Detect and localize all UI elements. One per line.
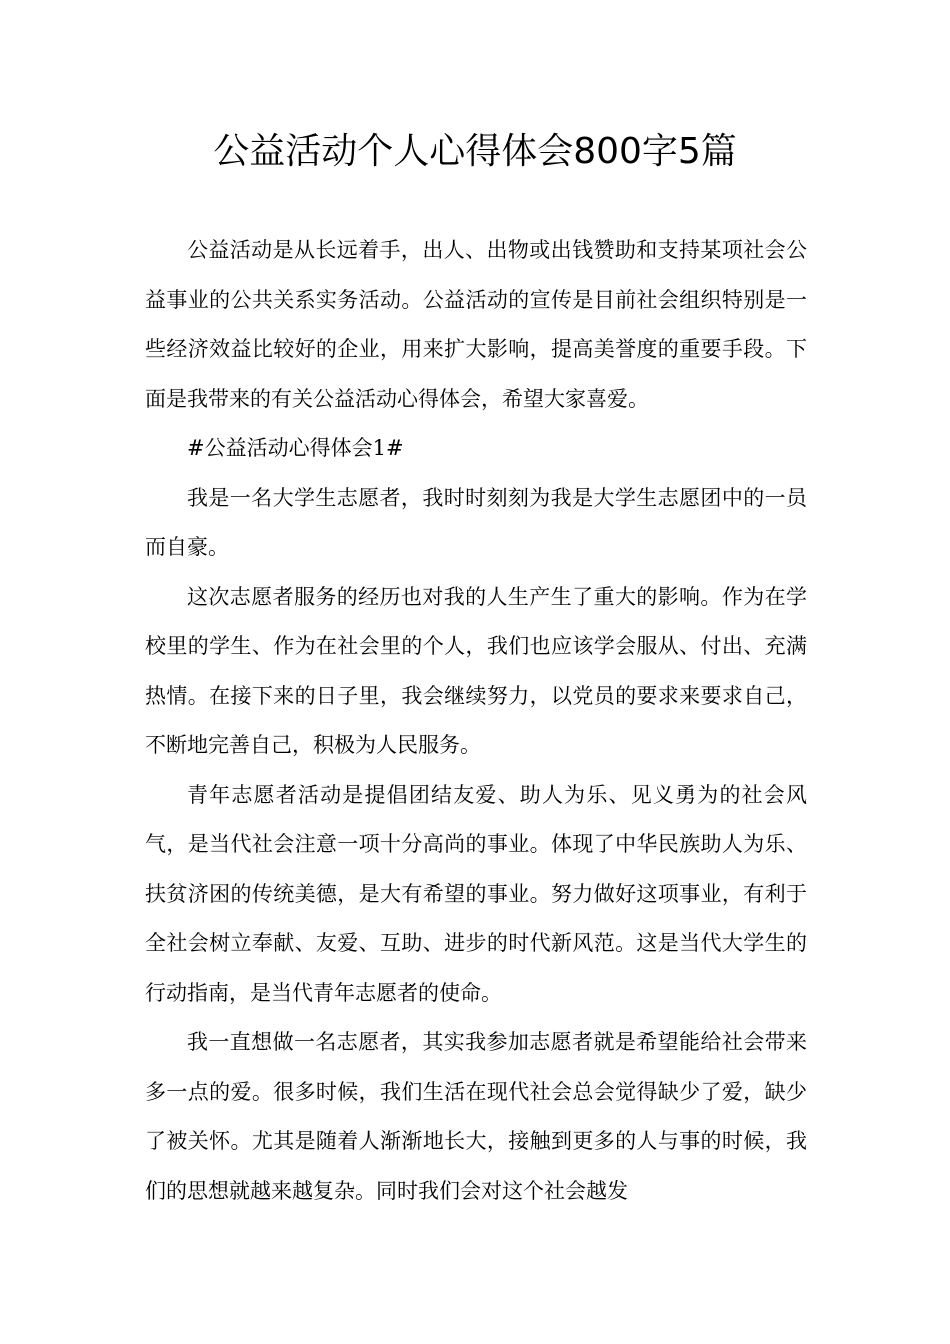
paragraph-intro: 公益活动是从长远着手，出人、出物或出钱赞助和支持某项社会公益事业的公共关系实务活动。公益活动的宣传是目前社会组织特别是一些经济效益比较好的企业，用来扩大影响，提高美誉度的重要手段。下面是我带来的有关公益活动心得体会，希望大家喜爱。	[145, 238, 807, 411]
paragraph: 青年志愿者活动是提倡团结友爱、助人为乐、见义勇为的社会风气，是当代社会注意一项十分高尚的事业。体现了中华民族助人为乐、扶贫济困的传统美德，是大有希望的事业。努力做好这项事业，有利于全社会树立奉献、友爱、互助、进步的时代新风范。这是当代大学生的行动指南，是当代青年志愿者的使命。	[145, 782, 807, 1005]
document-title: 公益活动个人心得体会800字5篇	[213, 131, 737, 172]
paragraph: 我是一名大学生志愿者，我时时刻刻为我是大学生志愿团中的一员而自豪。	[145, 485, 807, 559]
paragraph: 我一直想做一名志愿者，其实我参加志愿者就是希望能给社会带来多一点的爱。很多时候，我们生活在现代社会总会觉得缺少了爱，缺少了被关怀。尤其是随着人渐渐地长大，接触到更多的人与事的时候，我们的思想就越来越复杂。同时我们会对这个社会越发	[145, 1030, 807, 1203]
paragraph: 这次志愿者服务的经历也对我的人生产生了重大的影响。作为在学校里的学生、作为在社会里的个人，我们也应该学会服从、付出、充满热情。在接下来的日子里，我会继续努力，以党员的要求来要求自己，不断地完善自己，积极为人民服务。	[145, 584, 807, 757]
document-body	[145, 226, 807, 1216]
section-heading: #公益活动心得体会1#	[187, 436, 404, 460]
